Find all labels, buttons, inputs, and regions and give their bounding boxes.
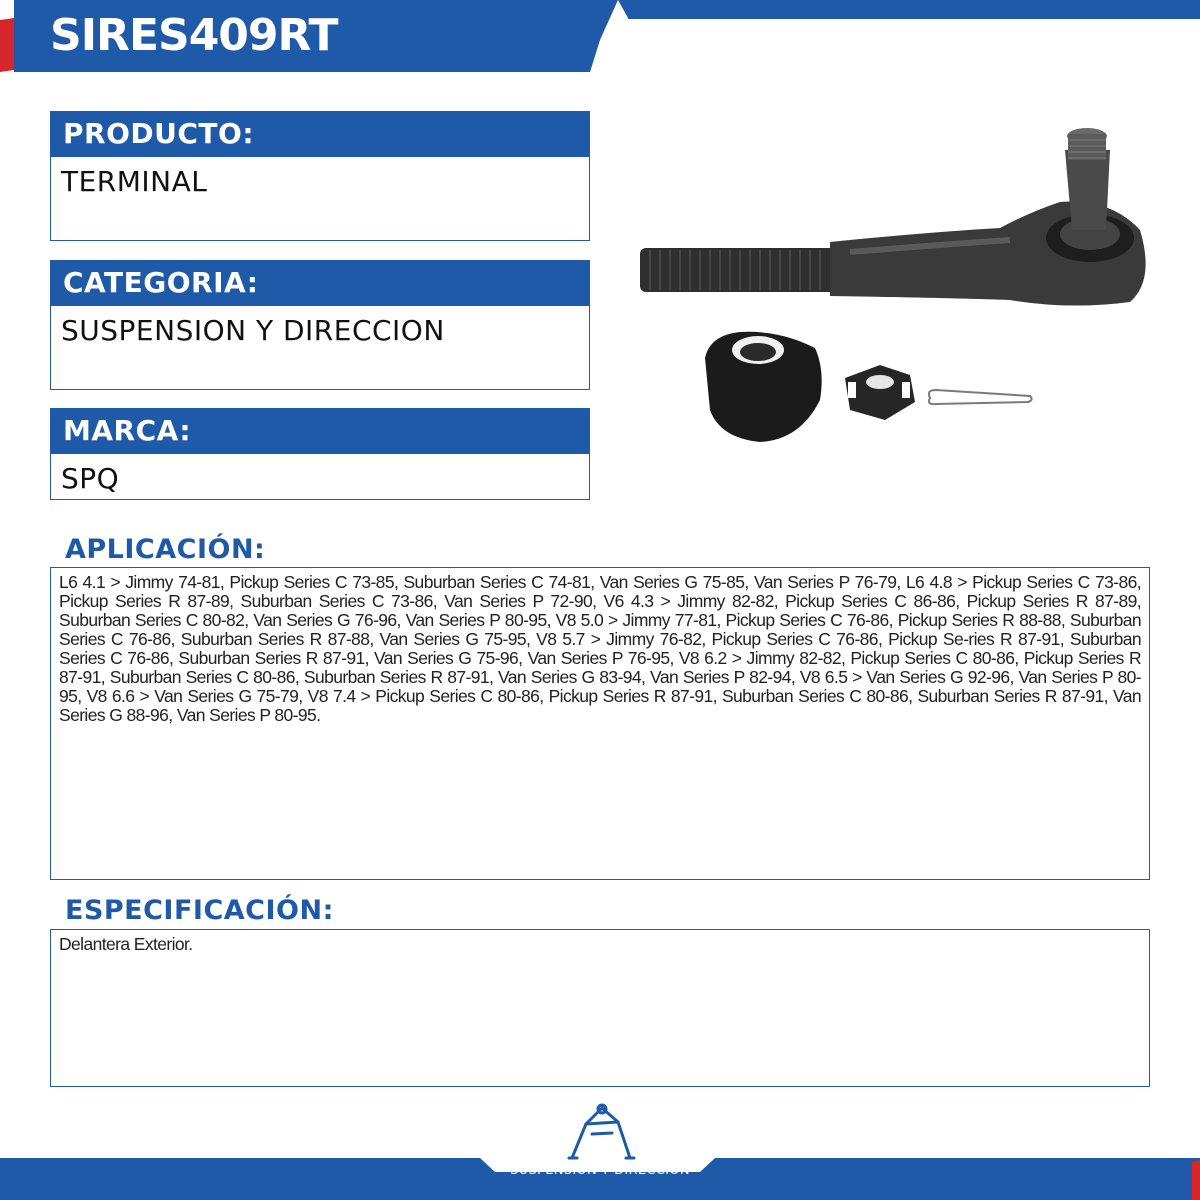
field-categoria	[50, 260, 590, 390]
footer-category-label: SUSPENSIÓN Y DIRECCIÓN	[510, 1163, 690, 1178]
aplicacion-text: L6 4.1 > Jimmy 74-81, Pickup Series C 73-85, Suburban Series C 74-81, Van Series G 75-85, Van Series P 76-79, L6 4.8 > Pickup Series C 73-86, Pickup Series R 87-89, Suburban Series C 73-86, Van Series P 72-90, V6 4.3 > Jimmy 82-82, Pickup Series C 86-86, Pickup Series R 87-89, Suburban Series C 80-82, Van Series G 76-96, Van Series P 80-95, V8 5.0 > Jimmy 77-81, Pickup Series C 76-86, Pickup Series R 88-88, Suburban Series C 76-86, Suburban Series R 87-88, Van Series G 75-95, V8 5.7 > Jimmy 76-82, Pickup Series C 76-86, Pickup Se-ries R 87-91, Suburban Series C 76-86, Suburban Series R 87-91, Van Series G 75-96, Van Series P 76-95, V8 6.2 > Jimmy 82-82, Pickup Series C 80-86, Pickup Series R 87-91, Suburban Series C 80-86, Suburban Series R 87-91, Van Series G 83-94, Van Series P 82-94, V8 6.5 > Van Series G 92-96, Van Series P 80-95, V8 6.6 > Van Series G 75-79, V8 7.4 > Pickup Series C 80-86, Pickup Series R 87-91, Suburban Series C 80-86, Suburban Series R 87-91, Van Series G 88-96, Van Series P 80-95.	[50, 567, 1150, 880]
field-marca	[50, 408, 590, 500]
header-red-accent	[0, 18, 14, 72]
field-categoria-value: SUSPENSION Y DIRECCION	[50, 306, 590, 390]
product-code-title: SIRES409RT	[50, 10, 338, 61]
especificacion-heading: ESPECIFICACIÓN:	[65, 895, 334, 926]
field-marca-label: MARCA:	[50, 408, 590, 454]
field-producto-label: PRODUCTO:	[50, 111, 590, 157]
suspension-arm-icon	[566, 1100, 636, 1164]
field-producto-value: TERMINAL	[50, 157, 590, 241]
tie-rod-end-illustration	[640, 128, 1146, 442]
field-producto	[50, 111, 590, 241]
aplicacion-heading: APLICACIÓN:	[65, 534, 266, 565]
field-categoria-label: CATEGORIA:	[50, 260, 590, 306]
field-marca-value: SPQ	[50, 454, 590, 500]
especificacion-text: Delantera Exterior.	[50, 929, 1150, 1087]
header-top-strip	[618, 0, 1200, 18]
product-photo	[630, 120, 1150, 460]
